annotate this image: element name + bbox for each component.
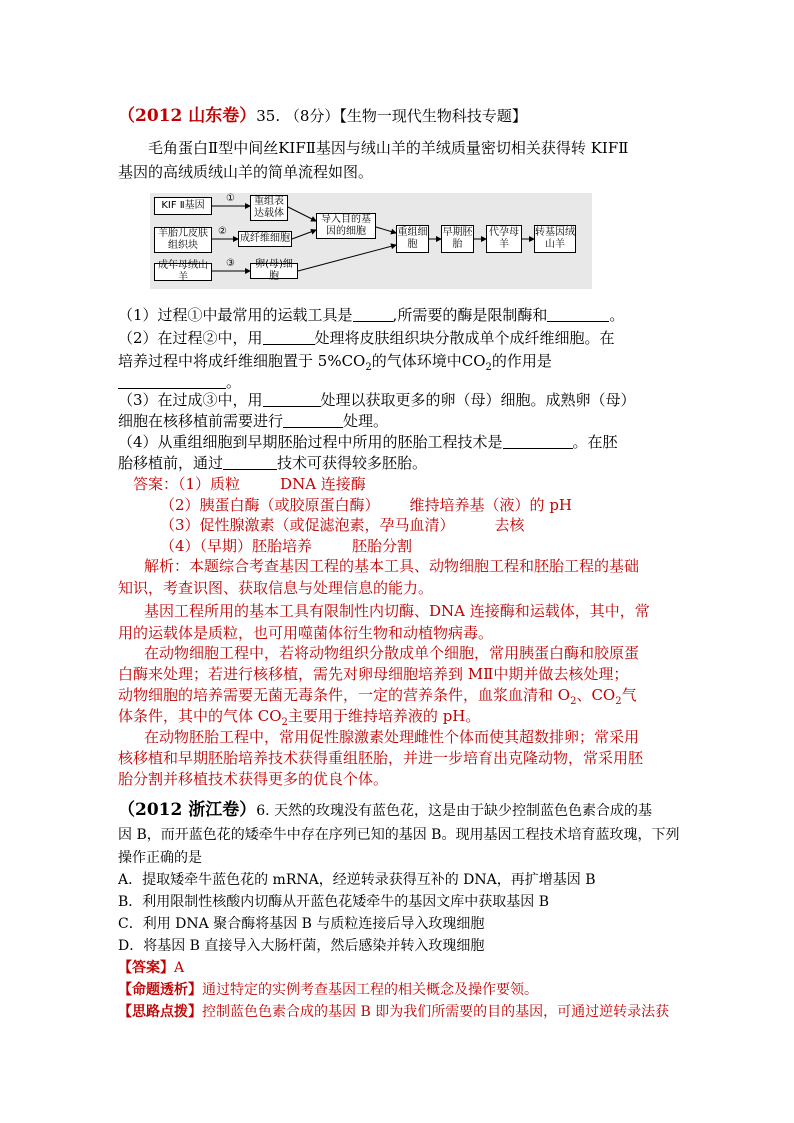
q2-option-c: C．利用 DNA 聚合酶将基因 B 与质粒连接后导入玫瑰细胞	[118, 916, 485, 932]
step-2-marker: ②	[218, 226, 227, 237]
q2-stem-line3: 操作正确的是	[118, 850, 202, 866]
explain-line7: 动物细胞的培养需要无菌无毒条件，一定的营养条件，血浆血清和 $O_2$、$CO_2$气	[118, 686, 637, 707]
box-transgenic-goat: 转基因绒山羊	[534, 225, 576, 253]
blank-1a	[353, 306, 393, 322]
explain-line11: 胎分割并移植技术获得更多的优良个体。	[118, 770, 389, 788]
explain-line8: 体条件，其中的气体 $CO_2$主要用于维持培养液的 pH。	[118, 707, 481, 728]
q1-source: （2012 山东卷）	[118, 106, 257, 126]
explain-line4: 用的运载体是质粒，也可用噬菌体衍生物和动植物病毒。	[118, 624, 494, 642]
explain-line6: 白酶来处理；若进行核移植，需先对卵母细胞培养到 MⅡ中期并做去核处理；	[118, 665, 629, 683]
answer-line3: （3）促性腺激素（或促滤泡素，孕马血清） 去核	[160, 516, 525, 534]
answer-line1: 答案：（1）质粒 DNA 连接酶	[133, 475, 366, 493]
q1-part2-line3: 。	[118, 372, 241, 392]
explain-line1: 解析：本题综合考查基因工程的基本工具、动物细胞工程和胚胎工程的基础	[144, 557, 640, 575]
box-surrogate: 代孕母羊	[486, 225, 522, 253]
q1-part2-line2: 培养过程中将成纤维细胞置于 $5\%CO_2$的气体环境中$CO_2$的作用是	[118, 352, 552, 373]
explain-line5: 在动物细胞工程中，若将动物组织分散成单个细胞，常用胰蛋白酶和胶原蛋	[144, 644, 640, 662]
box-fetal-skin: 羊胎儿皮肤组织块	[154, 227, 212, 253]
q1-part4-line2: 胎移植前，通过 技术可获得较多胚胎。	[118, 454, 428, 472]
q2-option-b: B．利用限制性核酸内切酶从开蓝色花矮牵牛的基因文库中获取基因 B	[118, 894, 550, 910]
answer-line4: （4）（早期）胚胎培养 胚胎分割	[160, 537, 413, 555]
explain-line3: 基因工程所用的基本工具有限制性内切酶、DNA 连接酶和运载体，其中，常	[144, 602, 650, 620]
q1-intro-line1: 毛角蛋白Ⅱ型中间丝KIFⅡ基因与绒山羊的羊绒质量密切相关获得转 KIFⅡ	[148, 139, 629, 157]
blank-3a	[263, 391, 321, 407]
box-expression-vector: 重组表达载体	[250, 195, 288, 221]
box-egg-cell: 卵(母)细胞	[250, 263, 298, 279]
flow-arrows	[150, 193, 592, 289]
blank-1b	[547, 306, 609, 322]
q1-part4-line1: （4）从重组细胞到早期胚胎过程中所用的胚胎工程技术是 。在胚	[118, 433, 618, 451]
q1-intro-line2: 基因的高绒质绒山羊的简单流程如图。	[118, 163, 374, 181]
explain-line9: 在动物胚胎工程中，常用促性腺激素处理雌性个体而使其超数排卵；常采用	[144, 728, 640, 746]
step-1-marker: ①	[226, 193, 235, 204]
q1-part2-line1: （2）在过程②中，用 处理将皮肤组织块分散成单个成纤维细胞。在	[118, 329, 615, 347]
box-recombinant-cell: 重组细胞	[396, 225, 429, 253]
explain-line10: 核移植和早期胚胎培养技术获得重组胚胎，并进一步培育出克隆动物，常采用胚	[118, 749, 644, 767]
blank-2b	[118, 373, 226, 389]
box-adult-goat: 成年母绒山羊	[154, 263, 212, 281]
step-3-marker: ③	[226, 258, 235, 269]
blank-3b	[283, 412, 343, 428]
q1-header-rest: 35. （8分）【生物一现代生物科技专题】	[256, 107, 527, 125]
explain-line2: 知识，考查识图、获取信息与处理信息的能力。	[118, 579, 434, 597]
flow-diagram	[150, 193, 592, 289]
q2-source: （2012 浙江卷）	[118, 800, 257, 820]
q1-part3-line2: 细胞在核移植前需要进行 处理。	[118, 412, 389, 430]
blank-4b	[223, 454, 277, 470]
box-kif-gene: KIF Ⅱ基因	[154, 197, 212, 215]
q2-option-a: A．提取矮牵牛蓝色花的 mRNA，经逆转录获得互补的 DNA，再扩增基因 B	[118, 872, 596, 888]
box-fibroblast: 成纤维细胞	[238, 231, 292, 247]
blank-4a	[503, 433, 573, 449]
blank-2a	[263, 329, 315, 345]
q2-intent: 【命题透析】通过特定的实例考查基因工程的相关概念及操作要领。	[118, 982, 538, 998]
box-early-embryo: 早期胚胎	[441, 225, 474, 253]
q1-header	[118, 106, 527, 126]
box-target-cell: 导入目的基因的细胞	[316, 213, 376, 239]
q2-hint: 【思路点拨】控制蓝色色素合成的基因 B 即为我们所需要的目的基因，可通过逆转录法获	[118, 1004, 670, 1020]
q1-part3-line1: （3）在过成③中，用 处理以获取更多的卵（母）细胞。成熟卵（母）	[118, 391, 636, 409]
q2-answer: 【答案】A	[118, 960, 185, 976]
q2-stem-line2: 因 B，而开蓝色花的矮牵牛中存在序列已知的基因 B。现用基因工程技术培育蓝玫瑰，下列	[118, 827, 680, 843]
q2-header: （2012 浙江卷）6. 天然的玫瑰没有蓝色花，这是由于缺少控制蓝色色素合成的基	[118, 800, 653, 820]
answer-line2: （2）胰蛋白酶（或胶原蛋白酶） 维持培养基（液）的 pH	[160, 496, 572, 514]
q2-option-d: D．将基因 B 直接导入大肠杆菌，然后感染并转入玫瑰细胞	[118, 938, 485, 954]
q1-part1: （1）过程①中最常用的运载工具是 ,所需要的酶是限制酶和 。	[118, 306, 625, 324]
